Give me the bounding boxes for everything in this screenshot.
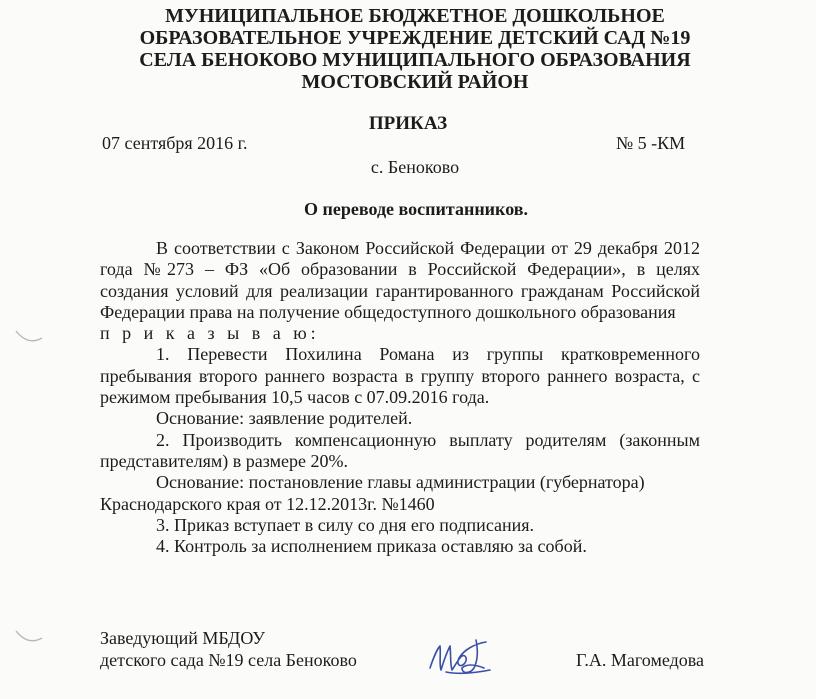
order-place: с. Беноково [370,157,460,177]
item-2: 2. Производить компенсационную выплату родителям (законным представителям) в размере 20%. [100,429,700,471]
handwritten-signature [426,634,498,678]
item-1: 1. Перевести Похилина Романа из группы кратковременного пребывания второго раннего возраста в группу второго раннего возраста, с режимом пребывания 10,5 часов с 07.09.2016 года. [100,344,700,408]
order-subject: О переводе воспитанников. [304,199,528,219]
header-line-3: СЕЛА БЕНОКОВО МУНИЦИПАЛЬНОГО ОБРАЗОВАНИЯ [139,49,691,71]
item-4: 4. Контроль за исполнением приказа оставляю за собой. [156,536,587,557]
preamble-paragraph: В соответствии с Законом Российской Федерации от 29 декабря 2012 года №273 – ФЗ «Об образовании в Российской Федерации», в целях создания условий для реализации гарантированного гражданам Российской Федерации права на получение общедоступного дошкольного образования [100,238,700,322]
punch-hole-mark-top [14,328,44,346]
header-line-1: МУНИЦИПАЛЬНОЕ БЮДЖЕТНОЕ ДОШКОЛЬНОЕ [165,5,665,27]
order-date: 07 сентября 2016 г. [102,133,248,153]
basis-2: Основание: постановление главы администрации (губернатора) Краснодарского края от 12.12.2013г. №1460 [100,472,645,514]
punch-hole-mark-bottom [14,628,44,646]
signatory-name: Г.А. Магомедова [576,650,705,670]
header-line-2: ОБРАЗОВАТЕЛЬНОЕ УЧРЕЖДЕНИЕ ДЕТСКИЙ САД №19 [139,27,691,49]
decree-word: п р и к а з ы в а ю: [100,323,320,344]
order-number: № 5 -КМ [616,133,686,153]
signatory-position [100,627,357,671]
position-line-1: Заведующий МБДОУ [100,628,266,648]
header-line-4: МОСТОВСКИЙ РАЙОН [301,71,529,93]
basis-1: Основание: заявление родителей. [156,408,413,429]
item-3: 3. Приказ вступает в силу со дня его подписания. [156,514,535,535]
document-title: ПРИКАЗ [368,113,448,134]
organization-header [100,5,730,93]
order-body [100,238,700,557]
position-line-2: детского сада №19 села Беноково [100,650,357,670]
